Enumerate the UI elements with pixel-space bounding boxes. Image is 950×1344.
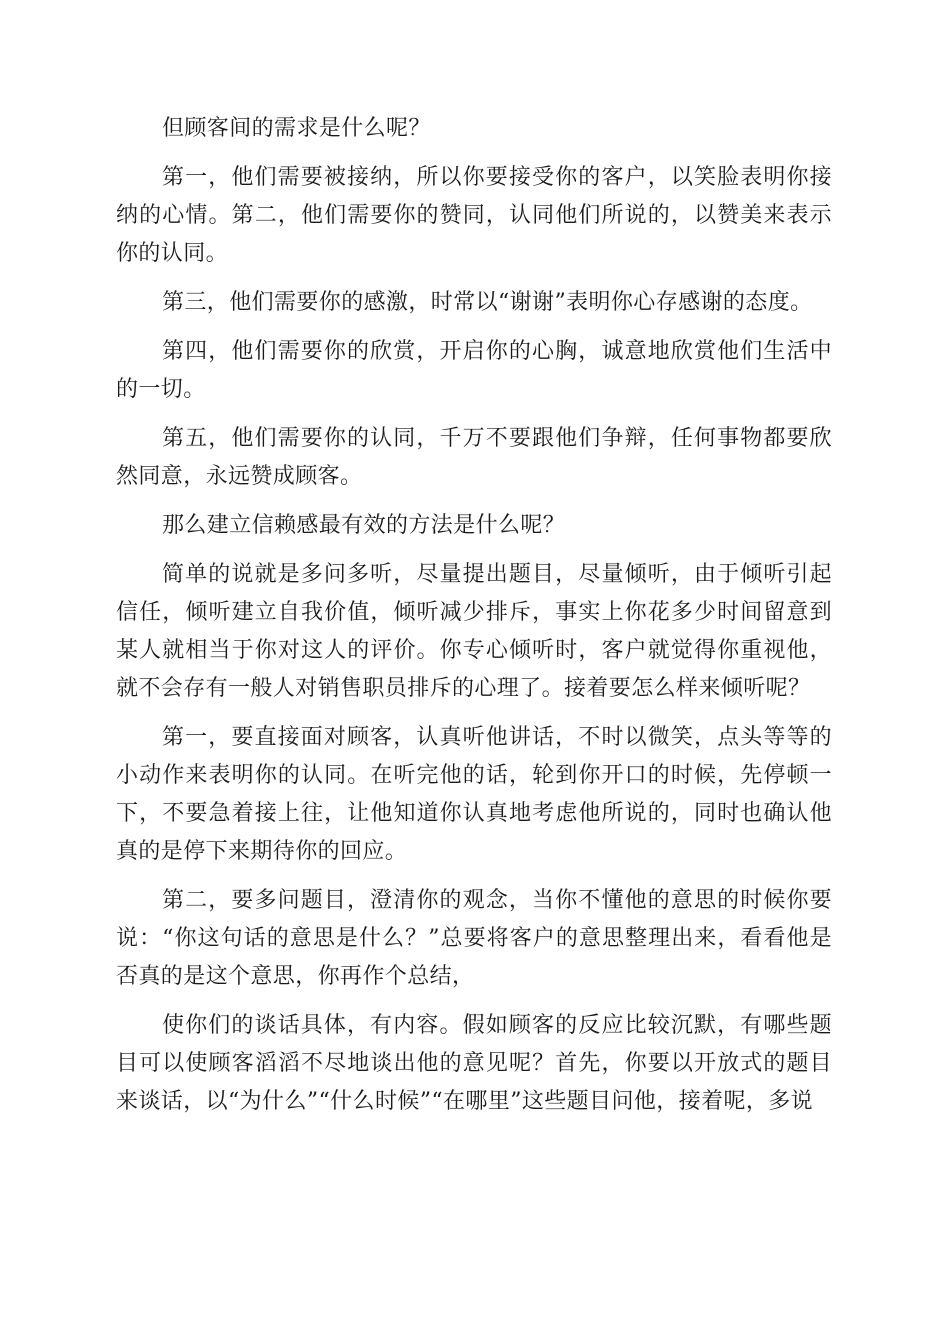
paragraph: 第一，要直接面对顾客，认真听他讲话，不时以微笑，点头等等的小动作来表明你的认同。在听完他的话，轮到你开口的时候，先停顿一下，不要急着接上往，让他知道你认真地考虑他所说的，同时也确认他真的是停下来期待你的回应。: [116, 725, 832, 864]
paragraph: 第四，他们需要你的欣赏，开启你的心胸，诚意地欣赏他们生活中的一切。: [116, 339, 832, 402]
paragraph: 第二，要多问题目，澄清你的观念，当你不懂他的意思的时候你要说：“你这句话的意思是什么？”总要将客户的意思整理出来，看看他是否真的是这个意思，你再作个总结，: [116, 888, 832, 989]
paragraph: 那么建立信赖感最有效的方法是什么呢？: [162, 513, 566, 538]
paragraph: 使你们的谈话具体，有内容。假如顾客的反应比较沉默，有哪些题目可以使顾客滔滔不尽地谈出他的意见呢？首先，你要以开放式的题目来谈话，以“为什么”“什么时候”“在哪里”这些题目问他，接着呢，多说: [116, 1013, 832, 1114]
document-body: [116, 110, 832, 1132]
paragraph: 第五，他们需要你的认同，千万不要跟他们争辩，任何事物都要欣然同意，永远赞成顾客。: [116, 426, 832, 489]
paragraph: 简单的说就是多问多听，尽量提出题目，尽量倾听，由于倾听引起信任，倾听建立自我价值，倾听减少排斥，事实上你花多少时间留意到某人就相当于你对这人的评价。你专心倾听时，客户就觉得你重视他，就不会存有一般人对销售职员排斥的心理了。接着要怎么样来倾听呢？: [116, 562, 832, 701]
paragraph: 第三，他们需要你的感激，时常以“谢谢”表明你心存感谢的态度。: [162, 290, 813, 315]
paragraph: 第一，他们需要被接纳，所以你要接受你的客户，以笑脸表明你接纳的心情。第二，他们需要你的赞同，认同他们所说的，以赞美来表示你的认同。: [116, 165, 832, 266]
paragraph: 但顾客间的需求是什么呢？: [162, 116, 431, 141]
